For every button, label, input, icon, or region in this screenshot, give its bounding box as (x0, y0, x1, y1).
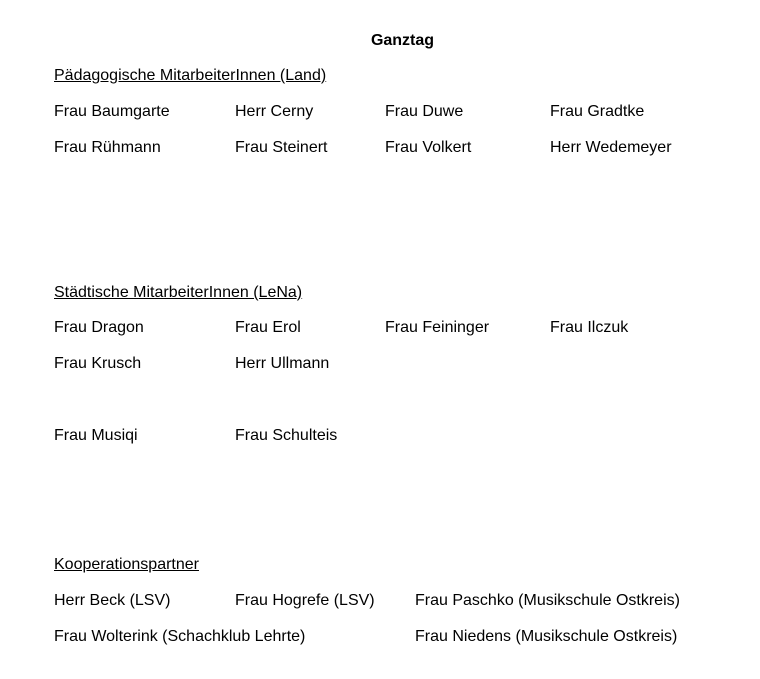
staff-name: Frau Schulteis (235, 427, 338, 444)
staff-name: Herr Cerny (235, 103, 314, 120)
staff-name: Herr Ullmann (235, 355, 330, 372)
staff-name: Frau Volkert (385, 139, 472, 156)
staff-name: Frau Ilczuk (550, 319, 629, 336)
partner-row (0, 628, 760, 648)
staff-row (0, 319, 760, 339)
partner-row (0, 592, 760, 612)
staff-name: Frau Steinert (235, 139, 328, 156)
partner-name: Frau Niedens (Musikschule Ostkreis) (415, 628, 678, 645)
staff-row (0, 103, 760, 123)
staff-name: Frau Feininger (385, 319, 490, 336)
staff-name: Frau Baumgarte (54, 103, 170, 120)
staff-name: Herr Wedemeyer (550, 139, 672, 156)
staff-name: Frau Rühmann (54, 139, 161, 156)
partner-name: Frau Paschko (Musikschule Ostkreis) (415, 592, 680, 609)
section-heading-lena: Städtische MitarbeiterInnen (LeNa) (54, 284, 303, 301)
staff-name: Frau Krusch (54, 355, 142, 372)
staff-name: Frau Dragon (54, 319, 144, 336)
partner-name: Herr Beck (LSV) (54, 592, 171, 609)
partner-name: Frau Wolterink (Schachklub Lehrte) (54, 628, 306, 645)
staff-row (0, 427, 760, 447)
staff-row (0, 139, 760, 159)
staff-name: Frau Musiqi (54, 427, 138, 444)
page-title: Ganztag (370, 32, 435, 49)
staff-name: Frau Gradtke (550, 103, 645, 120)
staff-row (0, 355, 760, 375)
section-heading-partner: Kooperationspartner (54, 556, 199, 573)
staff-name: Frau Erol (235, 319, 301, 336)
section-heading-land: Pädagogische MitarbeiterInnen (Land) (54, 67, 327, 84)
partner-name: Frau Hogrefe (LSV) (235, 592, 375, 609)
staff-name: Frau Duwe (385, 103, 464, 120)
